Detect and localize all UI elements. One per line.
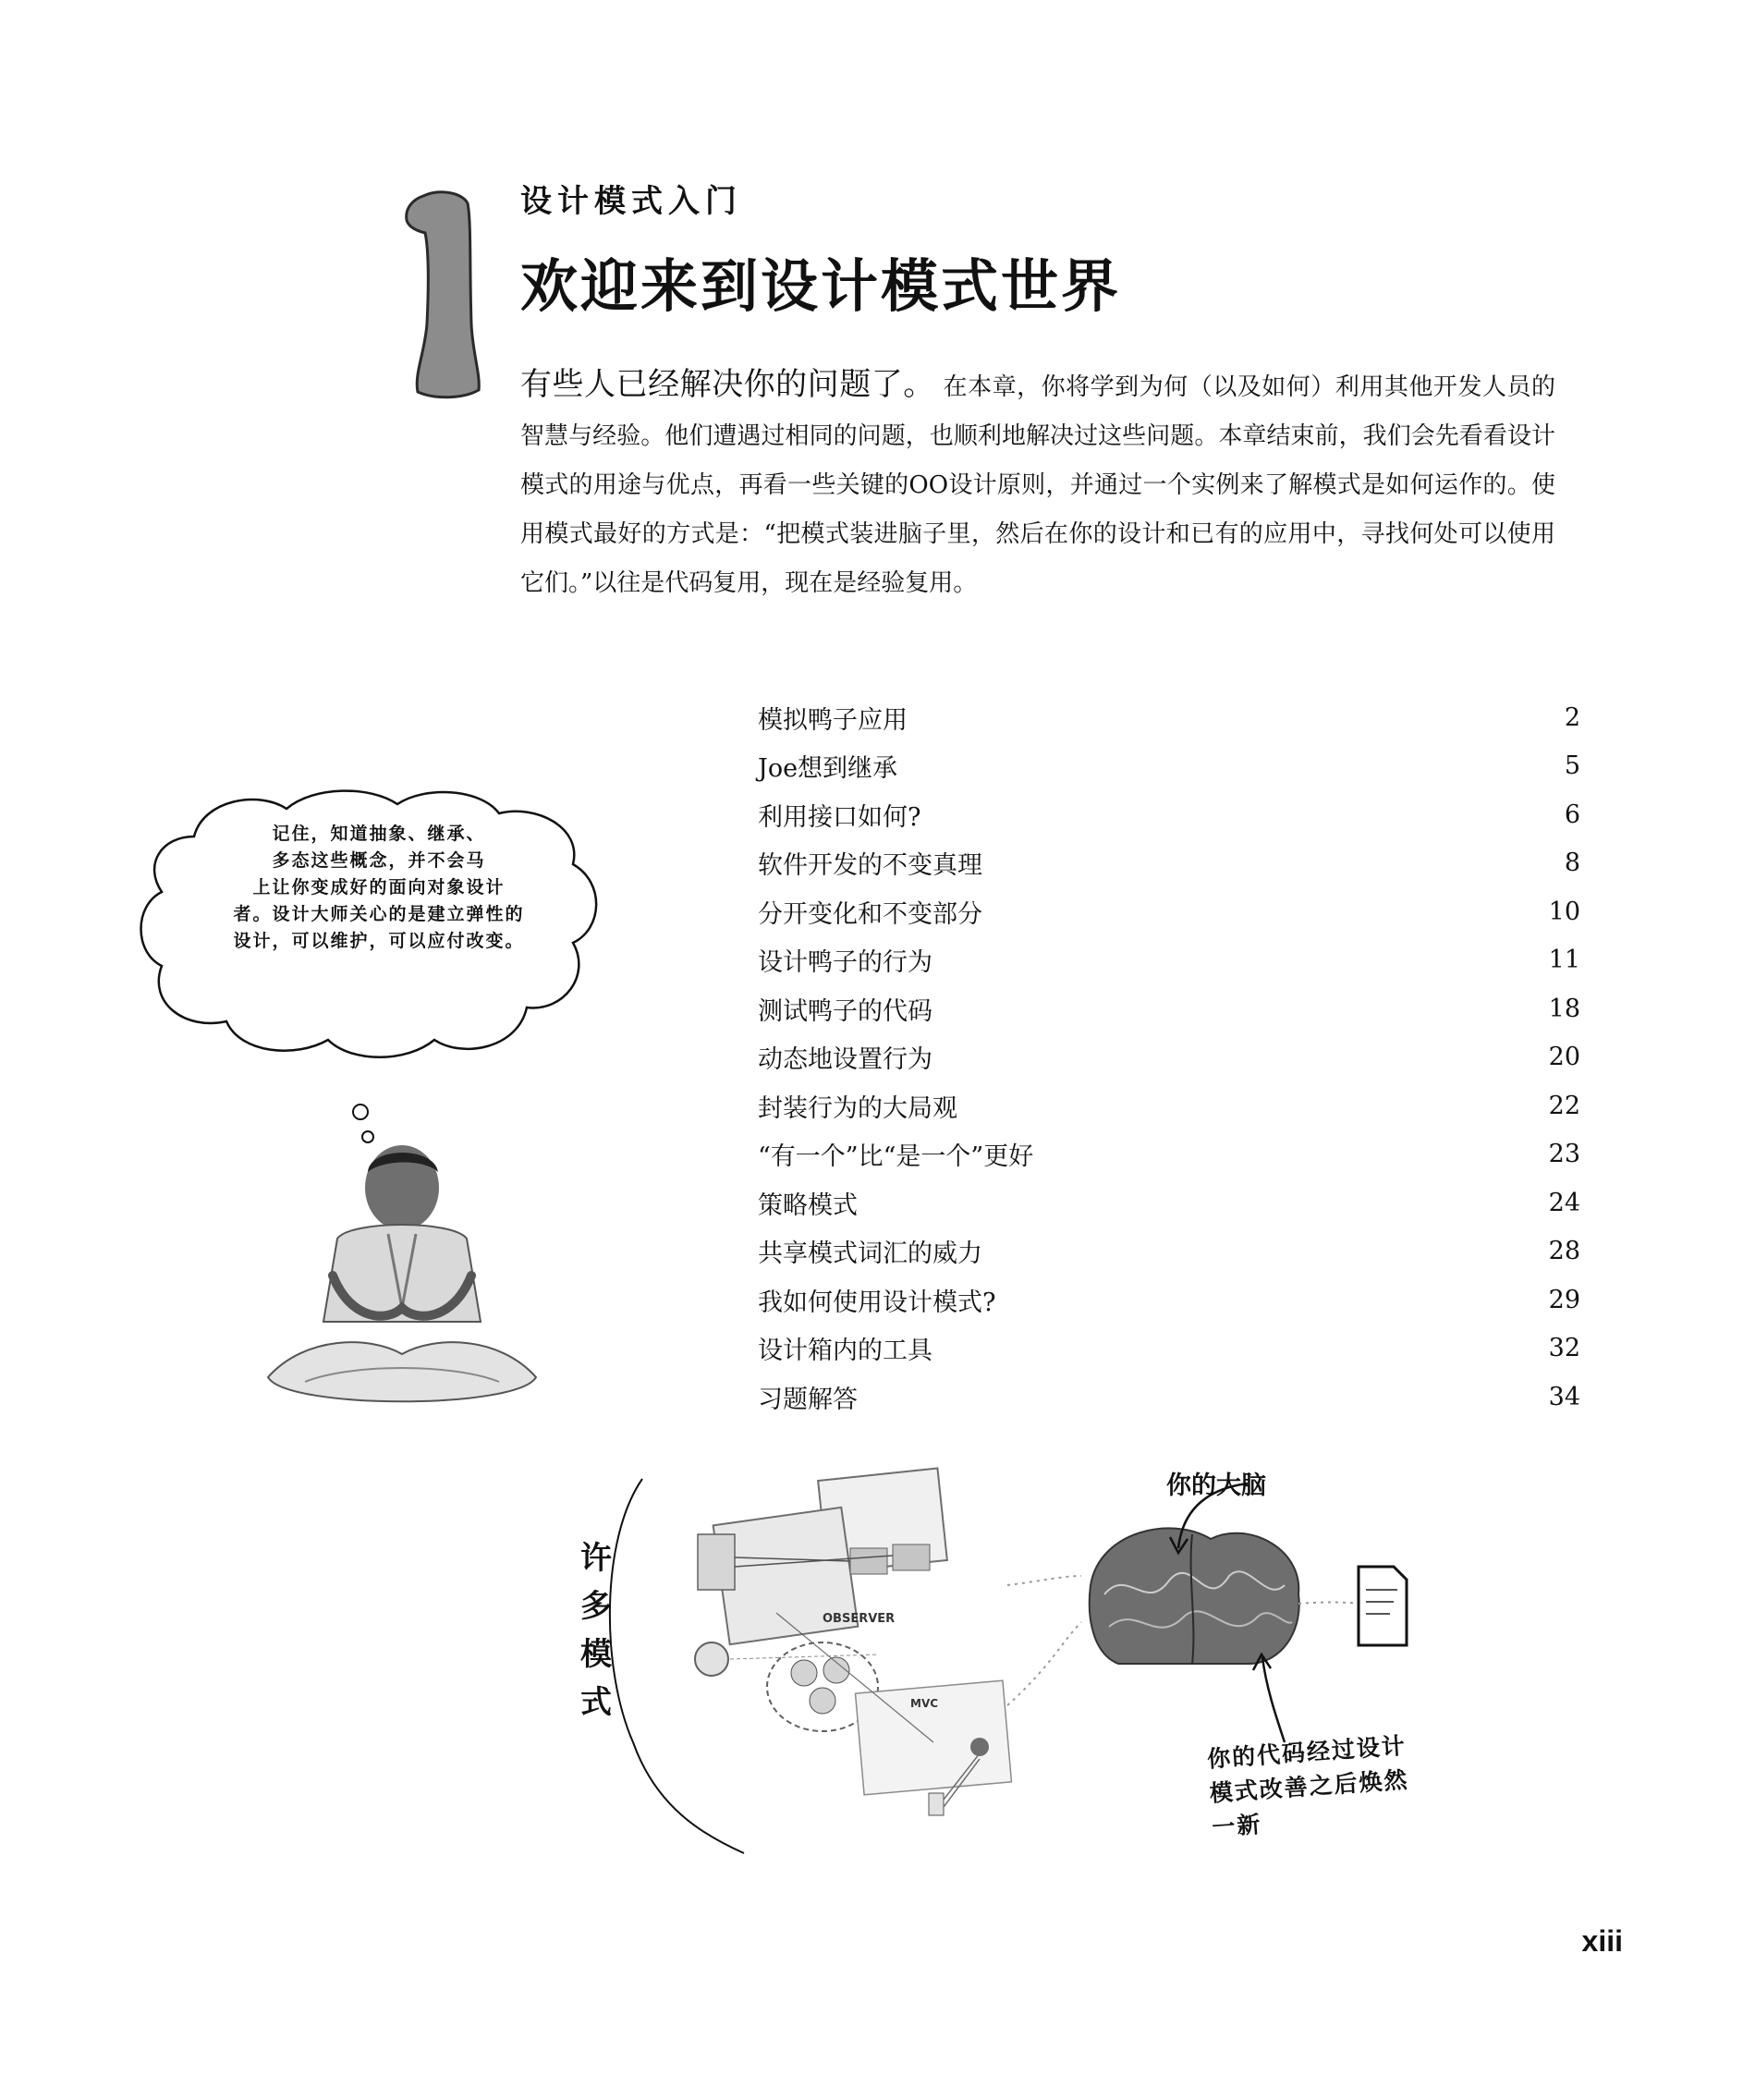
toc-page: 5 (1564, 751, 1580, 781)
toc-row[interactable] (758, 693, 1580, 742)
page-number: xiii (1581, 1924, 1623, 1958)
chapter-number-graphic (397, 185, 490, 402)
toc-title: 设计鸭子的行为 (758, 948, 932, 978)
brain-label: 你的大脑 (1166, 1471, 1266, 1500)
bubble-line: 设计，可以维护，可以应付改变。 (233, 931, 525, 951)
toc-page: 22 (1548, 1091, 1580, 1120)
toc-row[interactable] (758, 742, 1580, 791)
toc-page: 29 (1548, 1285, 1580, 1314)
toc-row[interactable] (758, 936, 1580, 985)
toc-title: 共享模式词汇的威力 (758, 1239, 982, 1269)
toc-page: 32 (1548, 1334, 1580, 1363)
toc-row[interactable] (758, 1178, 1580, 1227)
toc-row[interactable] (758, 1130, 1580, 1179)
toc-title: 分开变化和不变部分 (758, 899, 982, 929)
toc-row[interactable] (758, 1033, 1580, 1082)
improved-code-label: 你的代码经过设计模式改善之后焕然一新 (1206, 1731, 1410, 1841)
many-patterns-char: 多 (580, 1588, 612, 1625)
toc-title: “有一个”比“是一个”更好 (758, 1142, 1034, 1172)
toc-title: 设计箱内的工具 (758, 1337, 932, 1366)
many-patterns-char: 许 (580, 1540, 612, 1577)
toc-page: 2 (1564, 702, 1580, 732)
chapter-title: 欢迎来到设计模式世界 (520, 252, 1122, 320)
toc-row[interactable] (758, 839, 1580, 888)
toc-page: 8 (1564, 849, 1580, 878)
toc-page: 23 (1548, 1140, 1580, 1169)
meditating-person-image (250, 1137, 555, 1414)
many-patterns-char: 模 (580, 1636, 612, 1673)
intro-body: 在本章，你将学到为何（以及如何）利用其他开发人员的智慧与经验。他们遭遇过相同的问题，也顺利地解决过这些问题。本章结束前，我们会先看看设计模式的用途与优点，再看一些关键的OO设计原则，并通过一个实例来了解模式是如何运作的。使用模式最好的方式是：“把模式装进脑子里，然后在你的设计和已有的应用中，寻找何处可以使用它们。”以往是代码复用，现在是经验复用。 (520, 373, 1556, 597)
toc-page: 6 (1564, 800, 1580, 829)
toc-title: 封装行为的大局观 (758, 1093, 957, 1123)
toc-page: 24 (1548, 1188, 1580, 1217)
toc-title: Joe想到继承 (758, 754, 898, 784)
thought-bubble-text (162, 821, 596, 955)
bubble-line: 多态这些概念，并不会马 (272, 850, 486, 871)
toc-page: 11 (1548, 946, 1580, 975)
toc-row[interactable] (758, 790, 1580, 839)
toc-row[interactable] (758, 1081, 1580, 1130)
bubble-line: 记住，知道抽象、继承、 (272, 824, 486, 844)
brain-image (1090, 1528, 1299, 1664)
many-patterns-char: 式 (580, 1684, 612, 1721)
toc-page: 28 (1548, 1237, 1580, 1266)
toc-row[interactable] (758, 1325, 1580, 1374)
toc-page: 20 (1548, 1043, 1580, 1072)
toc-title: 策略模式 (758, 1190, 858, 1220)
bubble-line: 者。设计大师关心的是建立弹性的 (233, 904, 525, 924)
toc-row[interactable] (758, 984, 1580, 1033)
toc-title: 利用接口如何? (758, 802, 921, 832)
toc-title: 测试鸭子的代码 (758, 996, 932, 1026)
code-file-icon (1359, 1567, 1407, 1645)
toc-row[interactable] (758, 1227, 1580, 1276)
intro-paragraph (520, 360, 1555, 608)
chapter-label: 设计模式入门 (520, 183, 742, 220)
intro-lead: 有些人已经解决你的问题了。 (520, 366, 935, 403)
toc-title: 动态地设置行为 (758, 1045, 932, 1075)
toc-page: 34 (1548, 1382, 1580, 1411)
toc-row[interactable] (758, 887, 1580, 936)
observer-diagram (698, 1468, 947, 1644)
toc-title: 软件开发的不变真理 (758, 851, 982, 881)
observer-label: OBSERVER (823, 1612, 896, 1626)
table-of-contents (758, 693, 1580, 1422)
toc-title: 习题解答 (758, 1385, 858, 1414)
toc-row[interactable] (758, 1276, 1580, 1325)
toc-page: 10 (1548, 897, 1580, 926)
many-patterns-label (573, 1534, 619, 1727)
bubble-line: 上让你变成好的面向对象设计 (252, 877, 506, 897)
mvc-label: MVC (910, 1697, 939, 1710)
toc-row[interactable] (758, 1373, 1580, 1422)
toc-title: 我如何使用设计模式? (758, 1288, 996, 1317)
toc-page: 18 (1548, 994, 1580, 1023)
toc-title: 模拟鸭子应用 (758, 705, 908, 735)
